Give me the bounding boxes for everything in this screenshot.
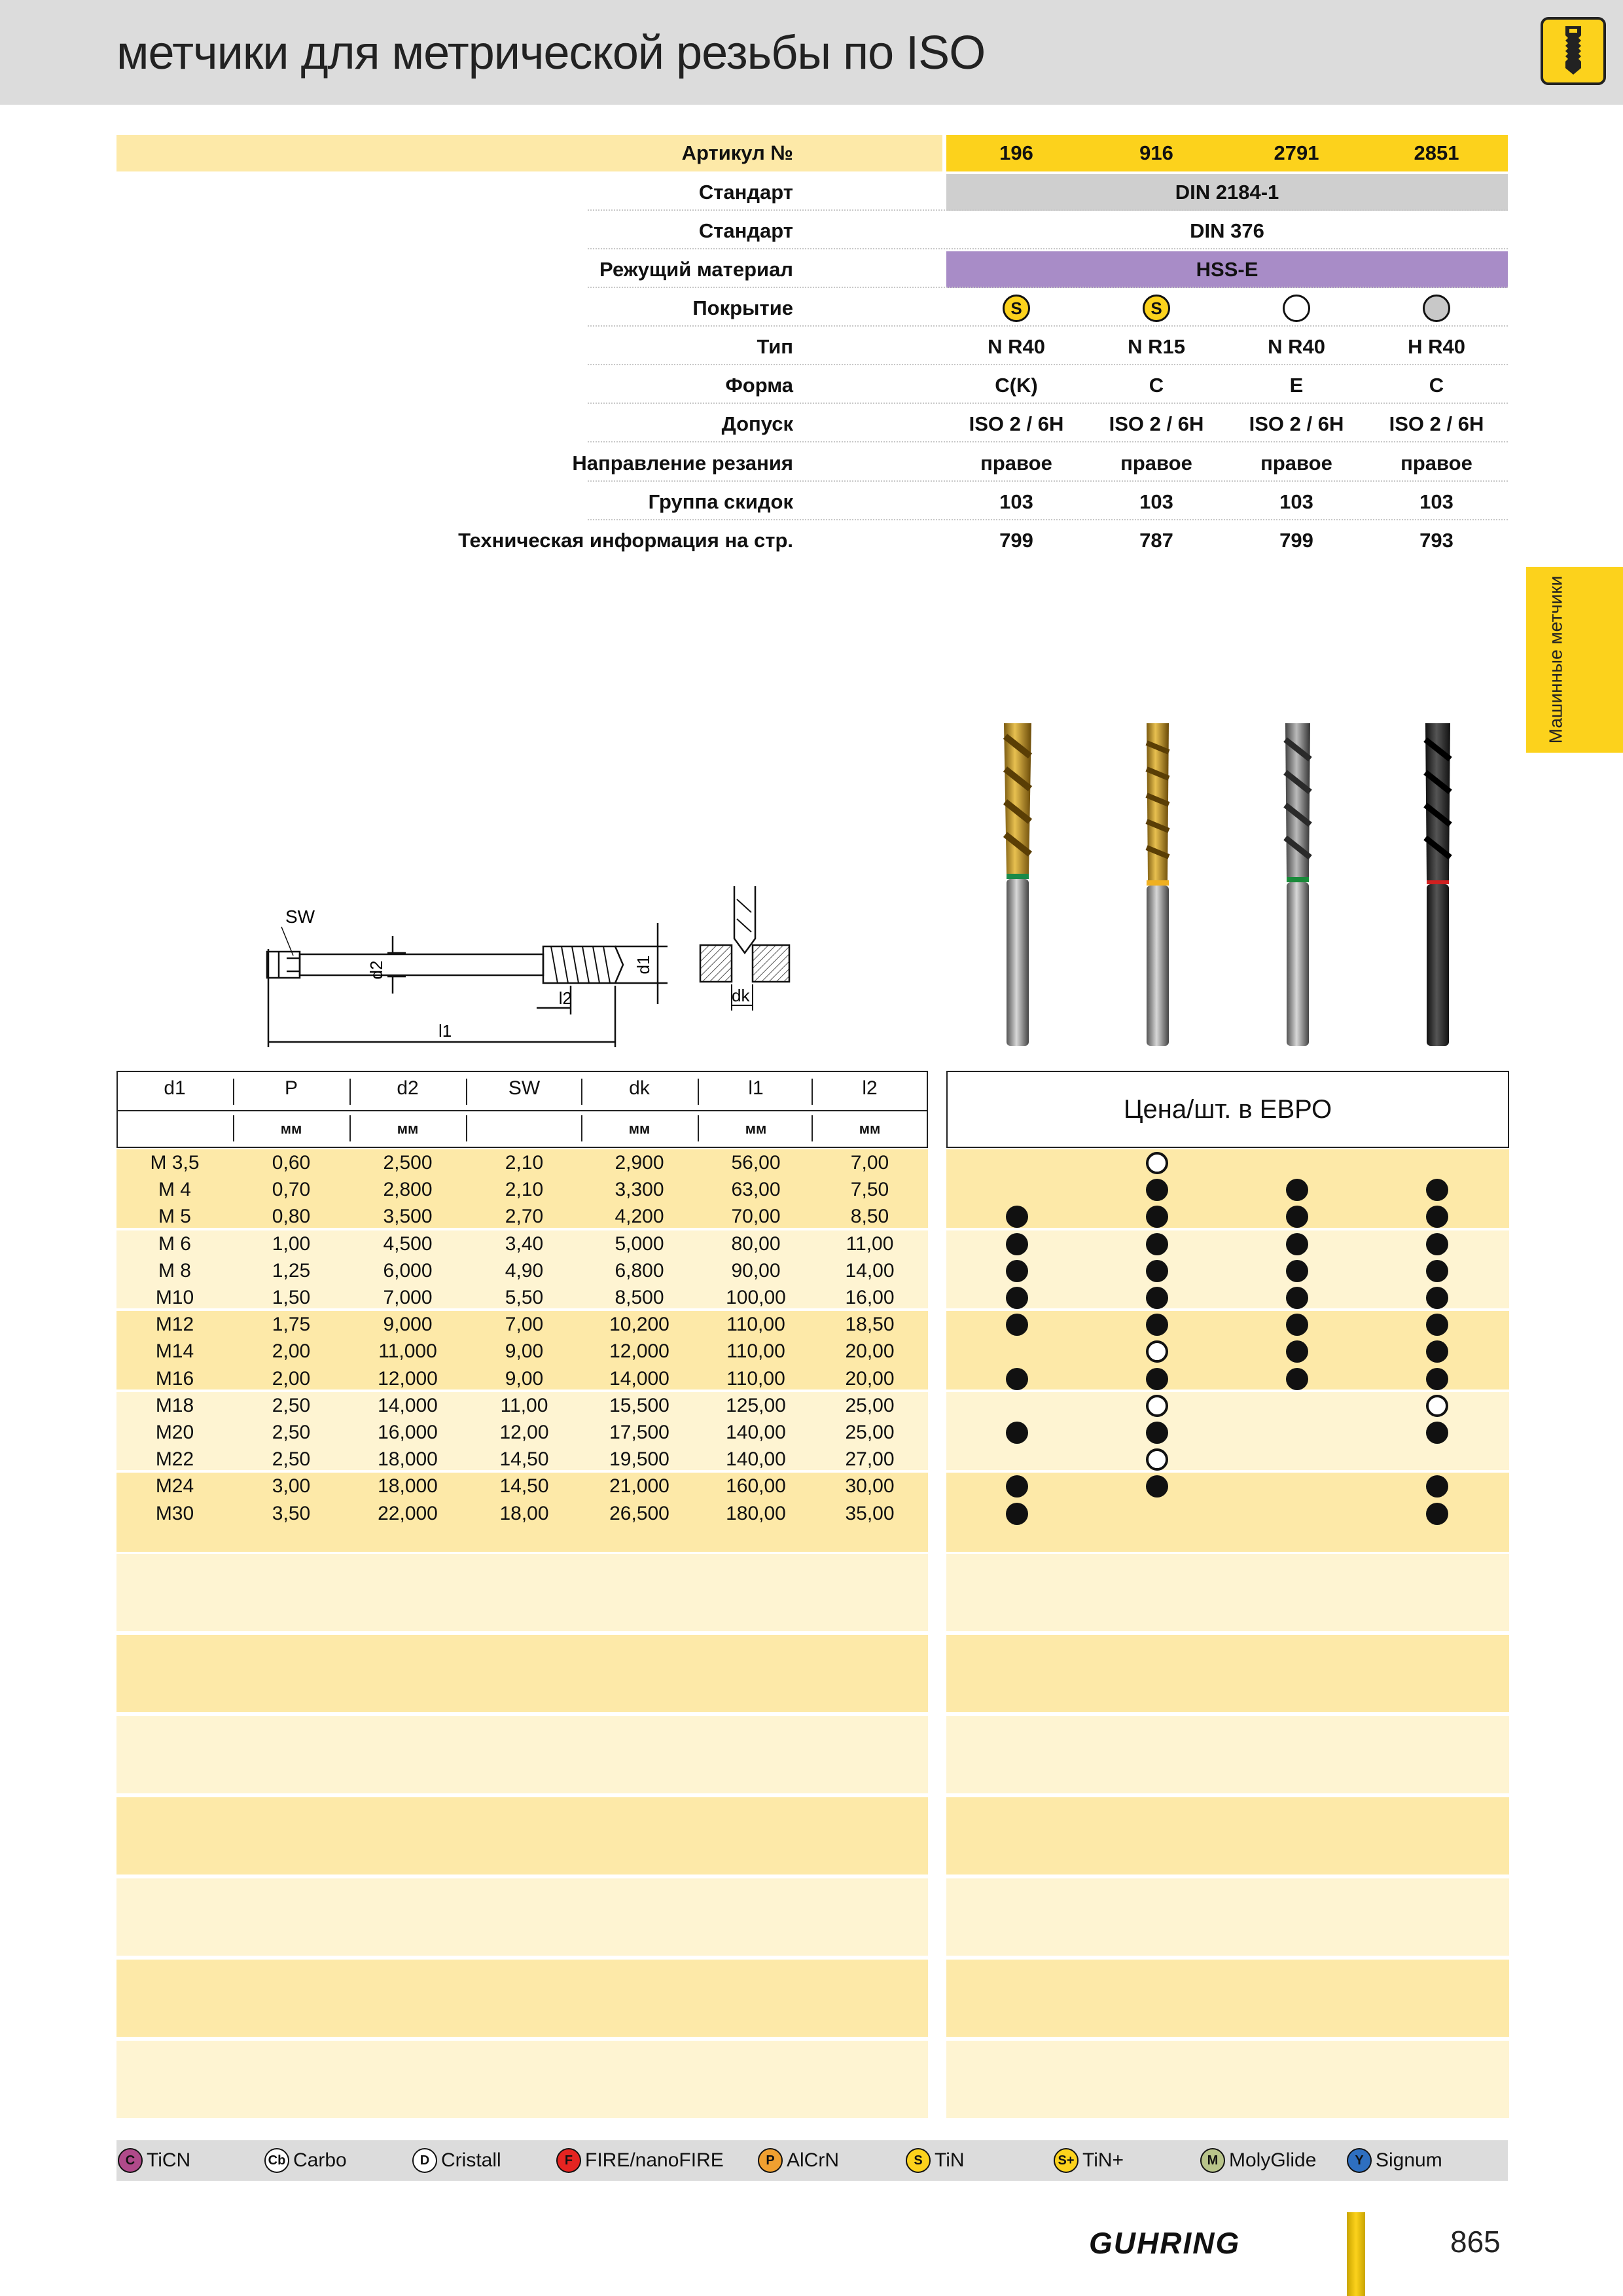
dimension-cell: 2,50 — [272, 1422, 311, 1443]
legend-item-fire-nanofire — [556, 2147, 724, 2174]
dimension-cell: 18,00 — [499, 1502, 549, 1524]
dimension-cell: 1,75 — [272, 1314, 311, 1336]
dimension-cell: 35,00 — [845, 1502, 895, 1524]
coating-steam-icon — [1423, 295, 1450, 322]
coating-symbol-icon: S — [906, 2148, 931, 2173]
dimension-cell: 14,00 — [845, 1259, 895, 1282]
dimension-cell: 26,500 — [609, 1502, 669, 1524]
dimension-cell: 10,200 — [609, 1314, 669, 1336]
availability-dot[interactable] — [1006, 1503, 1028, 1525]
d1-label: d1 — [633, 955, 653, 975]
availability-dot[interactable] — [1146, 1179, 1168, 1201]
coating-bright-icon — [1283, 295, 1310, 322]
dimension-cell: 5,50 — [505, 1287, 544, 1308]
legend-label: Signum — [1376, 2149, 1442, 2171]
dimension-cell: 16,000 — [378, 1422, 438, 1443]
dimension-cell: 6,800 — [615, 1259, 664, 1282]
sw-label: SW — [285, 906, 315, 927]
column-header-dk: dk — [629, 1077, 650, 1099]
dimension-cell: 90,00 — [731, 1259, 781, 1282]
legend-label: TiN — [935, 2149, 965, 2171]
column-header-d2: d2 — [397, 1077, 419, 1099]
dimension-cell: 12,00 — [499, 1422, 549, 1443]
techinfo-label: Техническая информация на стр. — [458, 529, 793, 552]
bore-diagram — [694, 886, 798, 1017]
legend-item-cristall — [412, 2147, 501, 2174]
thread-size-cell: M24 — [155, 1475, 194, 1498]
availability-dot[interactable] — [1286, 1368, 1308, 1390]
column-unit: мм — [859, 1121, 881, 1137]
dimension-cell: 80,00 — [731, 1232, 781, 1255]
l2-label: l2 — [558, 988, 572, 1008]
page-number: 865 — [1450, 2225, 1501, 2259]
dimension-cell: 4,90 — [505, 1259, 544, 1282]
article-label: Артикул № — [681, 141, 793, 164]
discount-cell: 103 — [1419, 490, 1454, 513]
availability-dot[interactable] — [1426, 1287, 1448, 1309]
dimension-cell: 8,50 — [850, 1206, 889, 1228]
dimension-cell: 110,00 — [726, 1367, 785, 1390]
availability-open-dot[interactable] — [1426, 1395, 1448, 1417]
standard1-value: DIN 2184-1 — [1175, 181, 1279, 204]
availability-dot[interactable] — [1426, 1179, 1448, 1201]
availability-dot[interactable] — [1426, 1233, 1448, 1255]
coating-symbol-icon: D — [412, 2148, 437, 2173]
dimension-cell: 25,00 — [845, 1394, 895, 1416]
column-header-P: P — [284, 1077, 298, 1099]
availability-open-dot[interactable] — [1146, 1152, 1168, 1174]
techinfo-link[interactable]: 787 — [1139, 529, 1173, 552]
thread-size-cell: M 5 — [158, 1206, 191, 1228]
standard2-value: DIN 376 — [1190, 219, 1264, 242]
dimension-cell: 56,00 — [731, 1152, 781, 1174]
availability-dot[interactable] — [1006, 1368, 1028, 1390]
availability-dot[interactable] — [1006, 1287, 1028, 1309]
tolerance-cell: ISO 2 / 6H — [1109, 412, 1204, 435]
dimension-cell: 14,000 — [378, 1394, 438, 1416]
dimension-cell: 22,000 — [378, 1502, 438, 1524]
thread-size-cell: M 4 — [158, 1179, 191, 1201]
thread-size-cell: M 3,5 — [150, 1152, 200, 1174]
form-cell: E — [1289, 374, 1304, 397]
dimension-cell: 2,800 — [383, 1179, 433, 1201]
dimension-cell: 7,00 — [505, 1314, 544, 1336]
dimension-cell: 160,00 — [726, 1475, 786, 1498]
dimension-cell: 3,40 — [505, 1232, 544, 1255]
availability-dot[interactable] — [1286, 1287, 1308, 1309]
thread-size-cell: M14 — [155, 1340, 194, 1363]
dimension-cell: 1,50 — [272, 1287, 311, 1308]
availability-dot[interactable] — [1146, 1260, 1168, 1282]
dimension-cell: 9,00 — [505, 1367, 544, 1390]
legend-label: TiCN — [147, 2149, 191, 2171]
tap-tool-image-916 — [1135, 723, 1181, 1050]
dimension-cell: 18,000 — [378, 1448, 438, 1471]
page-title: метчики для метрической резьбы по ISO — [116, 27, 986, 79]
legend-item-signum — [1347, 2147, 1442, 2174]
direction-label: Направление резания — [572, 452, 793, 475]
thread-size-cell: M18 — [155, 1394, 194, 1416]
legend-label: Cristall — [441, 2149, 501, 2171]
material-value: HSS-E — [1196, 258, 1258, 281]
spec-row-standard1 — [116, 174, 1508, 211]
legend-label: MolyGlide — [1229, 2149, 1317, 2171]
type-cell: H R40 — [1408, 335, 1465, 358]
spec-row-type — [116, 329, 1508, 365]
dimension-cell: 11,00 — [500, 1394, 548, 1416]
dimension-cell: 140,00 — [726, 1448, 786, 1471]
direction-cell: правое — [980, 452, 1052, 475]
type-cell: N R40 — [1268, 335, 1325, 358]
side-tab-label: Машинные метчики — [1545, 575, 1565, 744]
thread-size-cell: M12 — [155, 1314, 194, 1336]
availability-dot[interactable] — [1286, 1314, 1308, 1336]
thread-size-cell: M 6 — [158, 1232, 191, 1255]
dimension-cell: 1,25 — [272, 1259, 311, 1282]
legend-item-carbo — [264, 2147, 347, 2174]
dimension-cell: 2,50 — [272, 1448, 311, 1471]
techinfo-link[interactable]: 799 — [1279, 529, 1313, 552]
column-unit: мм — [280, 1121, 302, 1137]
techinfo-link[interactable]: 793 — [1419, 529, 1454, 552]
dimension-cell: 30,00 — [845, 1475, 895, 1498]
legend-label: Carbo — [293, 2149, 347, 2171]
direction-cell: правое — [1400, 452, 1472, 475]
tolerance-cell: ISO 2 / 6H — [1249, 412, 1344, 435]
legend-item-tin- — [1054, 2147, 1124, 2174]
coating-symbol-icon: Cb — [264, 2148, 289, 2173]
dimension-cell: 4,200 — [615, 1206, 664, 1228]
form-cell: C — [1149, 374, 1164, 397]
dk-label: dk — [732, 986, 750, 1005]
dimension-cell: 70,00 — [731, 1206, 781, 1228]
column-header-SW: SW — [508, 1077, 541, 1099]
coating-symbol-icon: C — [118, 2148, 143, 2173]
coating-label: Покрытие — [692, 296, 793, 319]
article-2791: 2791 — [1274, 141, 1319, 164]
dimension-cell: 12,000 — [378, 1367, 438, 1390]
form-cell: C(K) — [995, 374, 1038, 397]
dimension-cell: 110,00 — [726, 1314, 785, 1336]
coating-symbol-icon: P — [758, 2148, 783, 2173]
availability-open-dot[interactable] — [1146, 1448, 1168, 1471]
discount-label: Группа скидок — [648, 490, 793, 513]
type-cell: N R15 — [1128, 335, 1185, 358]
standard1-label: Стандарт — [698, 181, 793, 204]
availability-dot[interactable] — [1426, 1314, 1448, 1336]
thread-size-cell: M20 — [155, 1422, 194, 1443]
dimension-cell: 0,80 — [272, 1206, 311, 1228]
dimension-cell: 19,500 — [609, 1448, 669, 1471]
dimension-cell: 3,500 — [383, 1206, 433, 1228]
dimension-cell: 0,70 — [272, 1179, 311, 1201]
form-cell: C — [1429, 374, 1444, 397]
dimension-cell: 110,00 — [726, 1340, 785, 1363]
availability-dot[interactable] — [1146, 1368, 1168, 1390]
dimension-cell: 14,000 — [609, 1367, 669, 1390]
direction-cell: правое — [1120, 452, 1192, 475]
direction-cell: правое — [1260, 452, 1332, 475]
dimension-cell: 25,00 — [845, 1422, 895, 1443]
dimension-cell: 11,000 — [378, 1340, 437, 1363]
thread-size-cell: M16 — [155, 1367, 194, 1390]
dimension-cell: 12,000 — [609, 1340, 669, 1363]
tolerance-cell: ISO 2 / 6H — [969, 412, 1064, 435]
tap-tool-image-2851 — [1415, 723, 1461, 1050]
availability-dot[interactable] — [1146, 1287, 1168, 1309]
column-unit: мм — [628, 1121, 651, 1137]
spec-row-material — [116, 251, 1508, 288]
coating-tin-icon: S — [1143, 295, 1170, 322]
dimension-cell: 2,50 — [272, 1394, 311, 1416]
dimension-cell: 14,50 — [499, 1448, 549, 1471]
techinfo-link[interactable]: 799 — [999, 529, 1033, 552]
legend-item-molyglide — [1200, 2147, 1316, 2174]
dimension-cell: 8,500 — [615, 1287, 664, 1308]
availability-dot[interactable] — [1146, 1422, 1168, 1444]
availability-dot[interactable] — [1426, 1260, 1448, 1282]
dimension-cell: 9,000 — [383, 1314, 433, 1336]
dimension-cell: 5,000 — [615, 1232, 664, 1255]
legend-item-ticn — [118, 2147, 190, 2174]
discount-cell: 103 — [999, 490, 1033, 513]
legend-item-alcrn — [758, 2147, 839, 2174]
dimension-cell: 100,00 — [726, 1287, 786, 1308]
column-unit: мм — [397, 1121, 419, 1137]
thread-size-cell: M10 — [155, 1287, 194, 1308]
legend-label: FIRE/nanoFIRE — [585, 2149, 724, 2171]
availability-dot[interactable] — [1426, 1368, 1448, 1390]
price-header-label: Цена/шт. в ЕВРО — [1123, 1095, 1332, 1124]
thread-size-cell: M30 — [155, 1502, 194, 1524]
coating-symbol-icon: S+ — [1054, 2148, 1079, 2173]
spec-row-coating — [116, 290, 1508, 327]
column-unit: мм — [745, 1121, 767, 1137]
dimension-cell: 2,10 — [505, 1179, 544, 1201]
dimension-cell: 7,000 — [383, 1287, 433, 1308]
dimension-cell: 140,00 — [726, 1422, 786, 1443]
tolerance-label: Допуск — [721, 412, 793, 435]
availability-dot[interactable] — [1426, 1422, 1448, 1444]
availability-dot[interactable] — [1286, 1233, 1308, 1255]
type-label: Тип — [757, 335, 793, 358]
type-cell: N R40 — [988, 335, 1045, 358]
dimension-cell: 18,000 — [378, 1475, 438, 1498]
footer-accent-bar — [1347, 2212, 1365, 2296]
article-2851: 2851 — [1414, 141, 1459, 164]
dimension-cell: 7,00 — [850, 1152, 889, 1174]
tap-logo-icon — [1541, 17, 1606, 85]
legend-label: TiN+ — [1082, 2149, 1124, 2171]
dimension-cell: 18,50 — [845, 1314, 895, 1336]
dimension-cell: 14,50 — [499, 1475, 549, 1498]
standard2-label: Стандарт — [698, 219, 793, 242]
tap-tool-image-196 — [995, 723, 1041, 1050]
dimension-cell: 180,00 — [726, 1502, 786, 1524]
dimension-cell: 63,00 — [731, 1179, 781, 1201]
dimension-cell: 3,00 — [272, 1475, 311, 1498]
dimension-cell: 6,000 — [383, 1259, 433, 1282]
dimension-cell: 27,00 — [845, 1448, 895, 1471]
spec-row-discount — [116, 484, 1508, 520]
coating-symbol-icon: Y — [1347, 2148, 1372, 2173]
tolerance-cell: ISO 2 / 6H — [1389, 412, 1484, 435]
discount-cell: 103 — [1139, 490, 1173, 513]
spec-row-techinfo — [116, 522, 1508, 559]
dimension-cell: 7,50 — [850, 1179, 889, 1201]
dimension-cell: 4,500 — [383, 1232, 433, 1255]
availability-dot[interactable] — [1006, 1233, 1028, 1255]
column-header-l2: l2 — [862, 1077, 878, 1099]
coating-symbol-icon: M — [1200, 2148, 1225, 2173]
dimension-cell: 3,300 — [615, 1179, 664, 1201]
coating-symbol-icon: F — [556, 2148, 581, 2173]
dimension-cell: 20,00 — [845, 1340, 895, 1363]
d2-label: d2 — [366, 960, 386, 980]
spec-row-tolerance — [116, 406, 1508, 442]
tap-tool-image-2791 — [1275, 723, 1321, 1050]
material-label: Режущий материал — [599, 258, 793, 281]
dimension-cell: 11,00 — [846, 1232, 894, 1255]
column-header-d1: d1 — [164, 1077, 186, 1099]
spec-row-form — [116, 367, 1508, 404]
availability-dot[interactable] — [1286, 1260, 1308, 1282]
legend-label: AlCrN — [787, 2149, 839, 2171]
legend-item-tin — [906, 2147, 965, 2174]
dimension-cell: 0,60 — [272, 1152, 311, 1174]
dimension-cell: 2,10 — [505, 1152, 544, 1174]
dimension-cell: 2,900 — [615, 1152, 664, 1174]
availability-dot[interactable] — [1146, 1314, 1168, 1336]
spec-row-standard2 — [116, 213, 1508, 249]
availability-dot[interactable] — [1006, 1422, 1028, 1444]
thread-size-cell: M22 — [155, 1448, 194, 1471]
dimension-cell: 125,00 — [726, 1394, 786, 1416]
availability-dot[interactable] — [1426, 1503, 1448, 1525]
availability-dot[interactable] — [1006, 1314, 1028, 1336]
article-196: 196 — [999, 141, 1033, 164]
availability-dot[interactable] — [1286, 1179, 1308, 1201]
thread-size-cell: M 8 — [158, 1259, 191, 1282]
dimension-cell: 1,00 — [272, 1232, 311, 1255]
availability-open-dot[interactable] — [1146, 1395, 1168, 1417]
form-label: Форма — [725, 374, 793, 397]
dimension-cell: 3,50 — [272, 1502, 311, 1524]
dimension-cell: 9,00 — [505, 1340, 544, 1363]
dimension-cell: 21,000 — [609, 1475, 669, 1498]
dimension-cell: 2,00 — [272, 1340, 311, 1363]
article-916: 916 — [1139, 141, 1173, 164]
spec-row-article — [116, 135, 1508, 171]
spec-row-direction — [116, 445, 1508, 482]
column-header-l1: l1 — [748, 1077, 764, 1099]
dimension-cell: 16,00 — [845, 1287, 895, 1308]
dimension-cell: 2,500 — [383, 1152, 433, 1174]
l1-label: l1 — [438, 1021, 452, 1041]
dimension-cell: 15,500 — [609, 1394, 669, 1416]
availability-dot[interactable] — [1006, 1260, 1028, 1282]
brand-logo: GUHRING — [1089, 2226, 1241, 2260]
dimension-cell: 17,500 — [609, 1422, 669, 1443]
availability-dot[interactable] — [1146, 1233, 1168, 1255]
dimension-cell: 2,00 — [272, 1367, 311, 1390]
dimension-cell: 2,70 — [505, 1206, 544, 1228]
dimension-cell: 20,00 — [845, 1367, 895, 1390]
coating-tin-icon: S — [1003, 295, 1030, 322]
discount-cell: 103 — [1279, 490, 1313, 513]
